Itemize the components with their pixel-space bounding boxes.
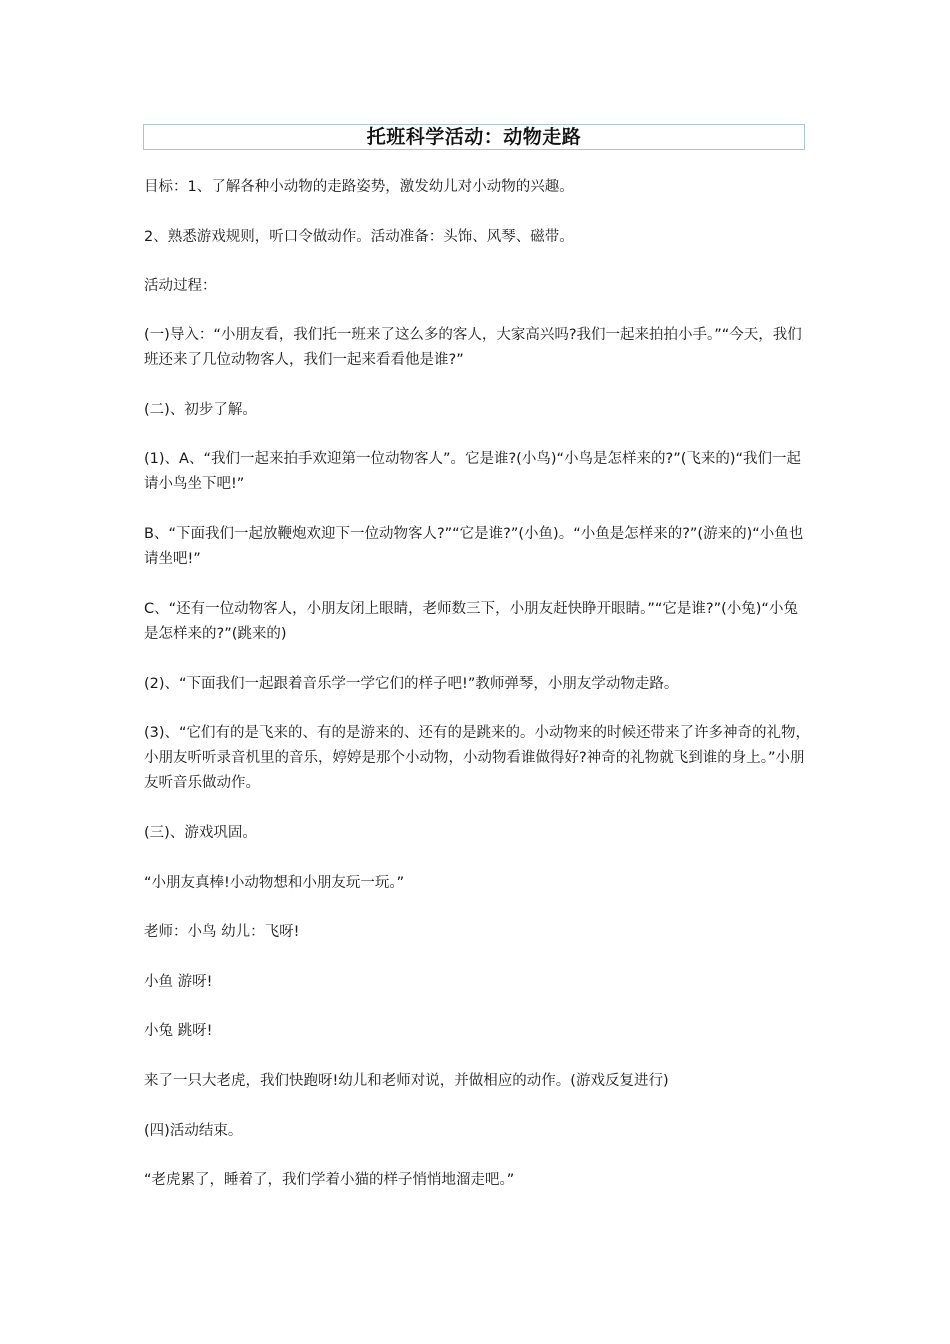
paragraph-section-4: (四)活动结束。 [144, 1123, 243, 1139]
paragraph-dialogue-2: 小鱼 游呀! [144, 974, 213, 990]
title-box [143, 124, 805, 150]
paragraph-section-3: (三)、游戏巩固。 [144, 825, 257, 841]
paragraph-section-2: (二)、初步了解。 [144, 402, 257, 418]
paragraph-tiger: 来了一只大老虎，我们快跑呀!幼儿和老师对说，并做相应的动作。(游戏反复进行) [144, 1073, 669, 1089]
paragraph-step-1a: (1)、A、“我们一起来拍手欢迎第一位动物客人”。它是谁?(小鸟)“小鸟是怎样来的?”(飞来的)“我们一起请小鸟坐下吧!” [144, 451, 802, 492]
paragraph-dialogue-3: 小兔 跳呀! [144, 1023, 213, 1039]
paragraph-step-3: (3)、“它们有的是飞来的、有的是游来的、还有的是跳来的。小动物来的时候还带来了许多神奇的礼物，小朋友听听录音机里的音乐，婷婷是那个小动物，小动物看谁做得好?神奇的礼物就飞到谁的身上。”小朋友听音乐做动作。 [144, 725, 811, 791]
paragraph-step-1b: B、“下面我们一起放鞭炮欢迎下一位动物客人?”“它是谁?”(小鱼)。“小鱼是怎样来的?”(游来的)“小鱼也请坐吧!” [144, 526, 804, 567]
document-title: 托班科学活动：动物走路 [366, 126, 582, 148]
paragraph-step-1c: C、“还有一位动物客人，小朋友闭上眼睛，老师数三下，小朋友赶快睁开眼睛。”“它是谁?”(小兔)“小兔是怎样来的?”(跳来的) [144, 601, 798, 642]
paragraph-intro: (一)导入：“小朋友看，我们托一班来了这么多的客人，大家高兴吗?我们一起来拍拍小手。”“今天，我们班还来了几位动物客人，我们一起来看看他是谁?” [144, 327, 802, 368]
paragraph-process-heading: 活动过程： [144, 278, 217, 294]
paragraph-ending: “老虎累了，睡着了，我们学着小猫的样子悄悄地溜走吧。” [144, 1172, 515, 1188]
paragraph-step-2: (2)、“下面我们一起跟着音乐学一学它们的样子吧!”教师弹琴，小朋友学动物走路。 [144, 676, 679, 692]
paragraph-dialogue-1: 老师：小鸟 幼儿：飞呀! [144, 924, 300, 940]
paragraph-game-intro: “小朋友真棒!小动物想和小朋友玩一玩。” [144, 875, 405, 891]
paragraph-goal-1: 目标：1、了解各种小动物的走路姿势，激发幼儿对小动物的兴趣。 [144, 179, 574, 195]
paragraph-goal-2: 2、熟悉游戏规则，听口令做动作。活动准备：头饰、风琴、磁带。 [144, 229, 574, 245]
